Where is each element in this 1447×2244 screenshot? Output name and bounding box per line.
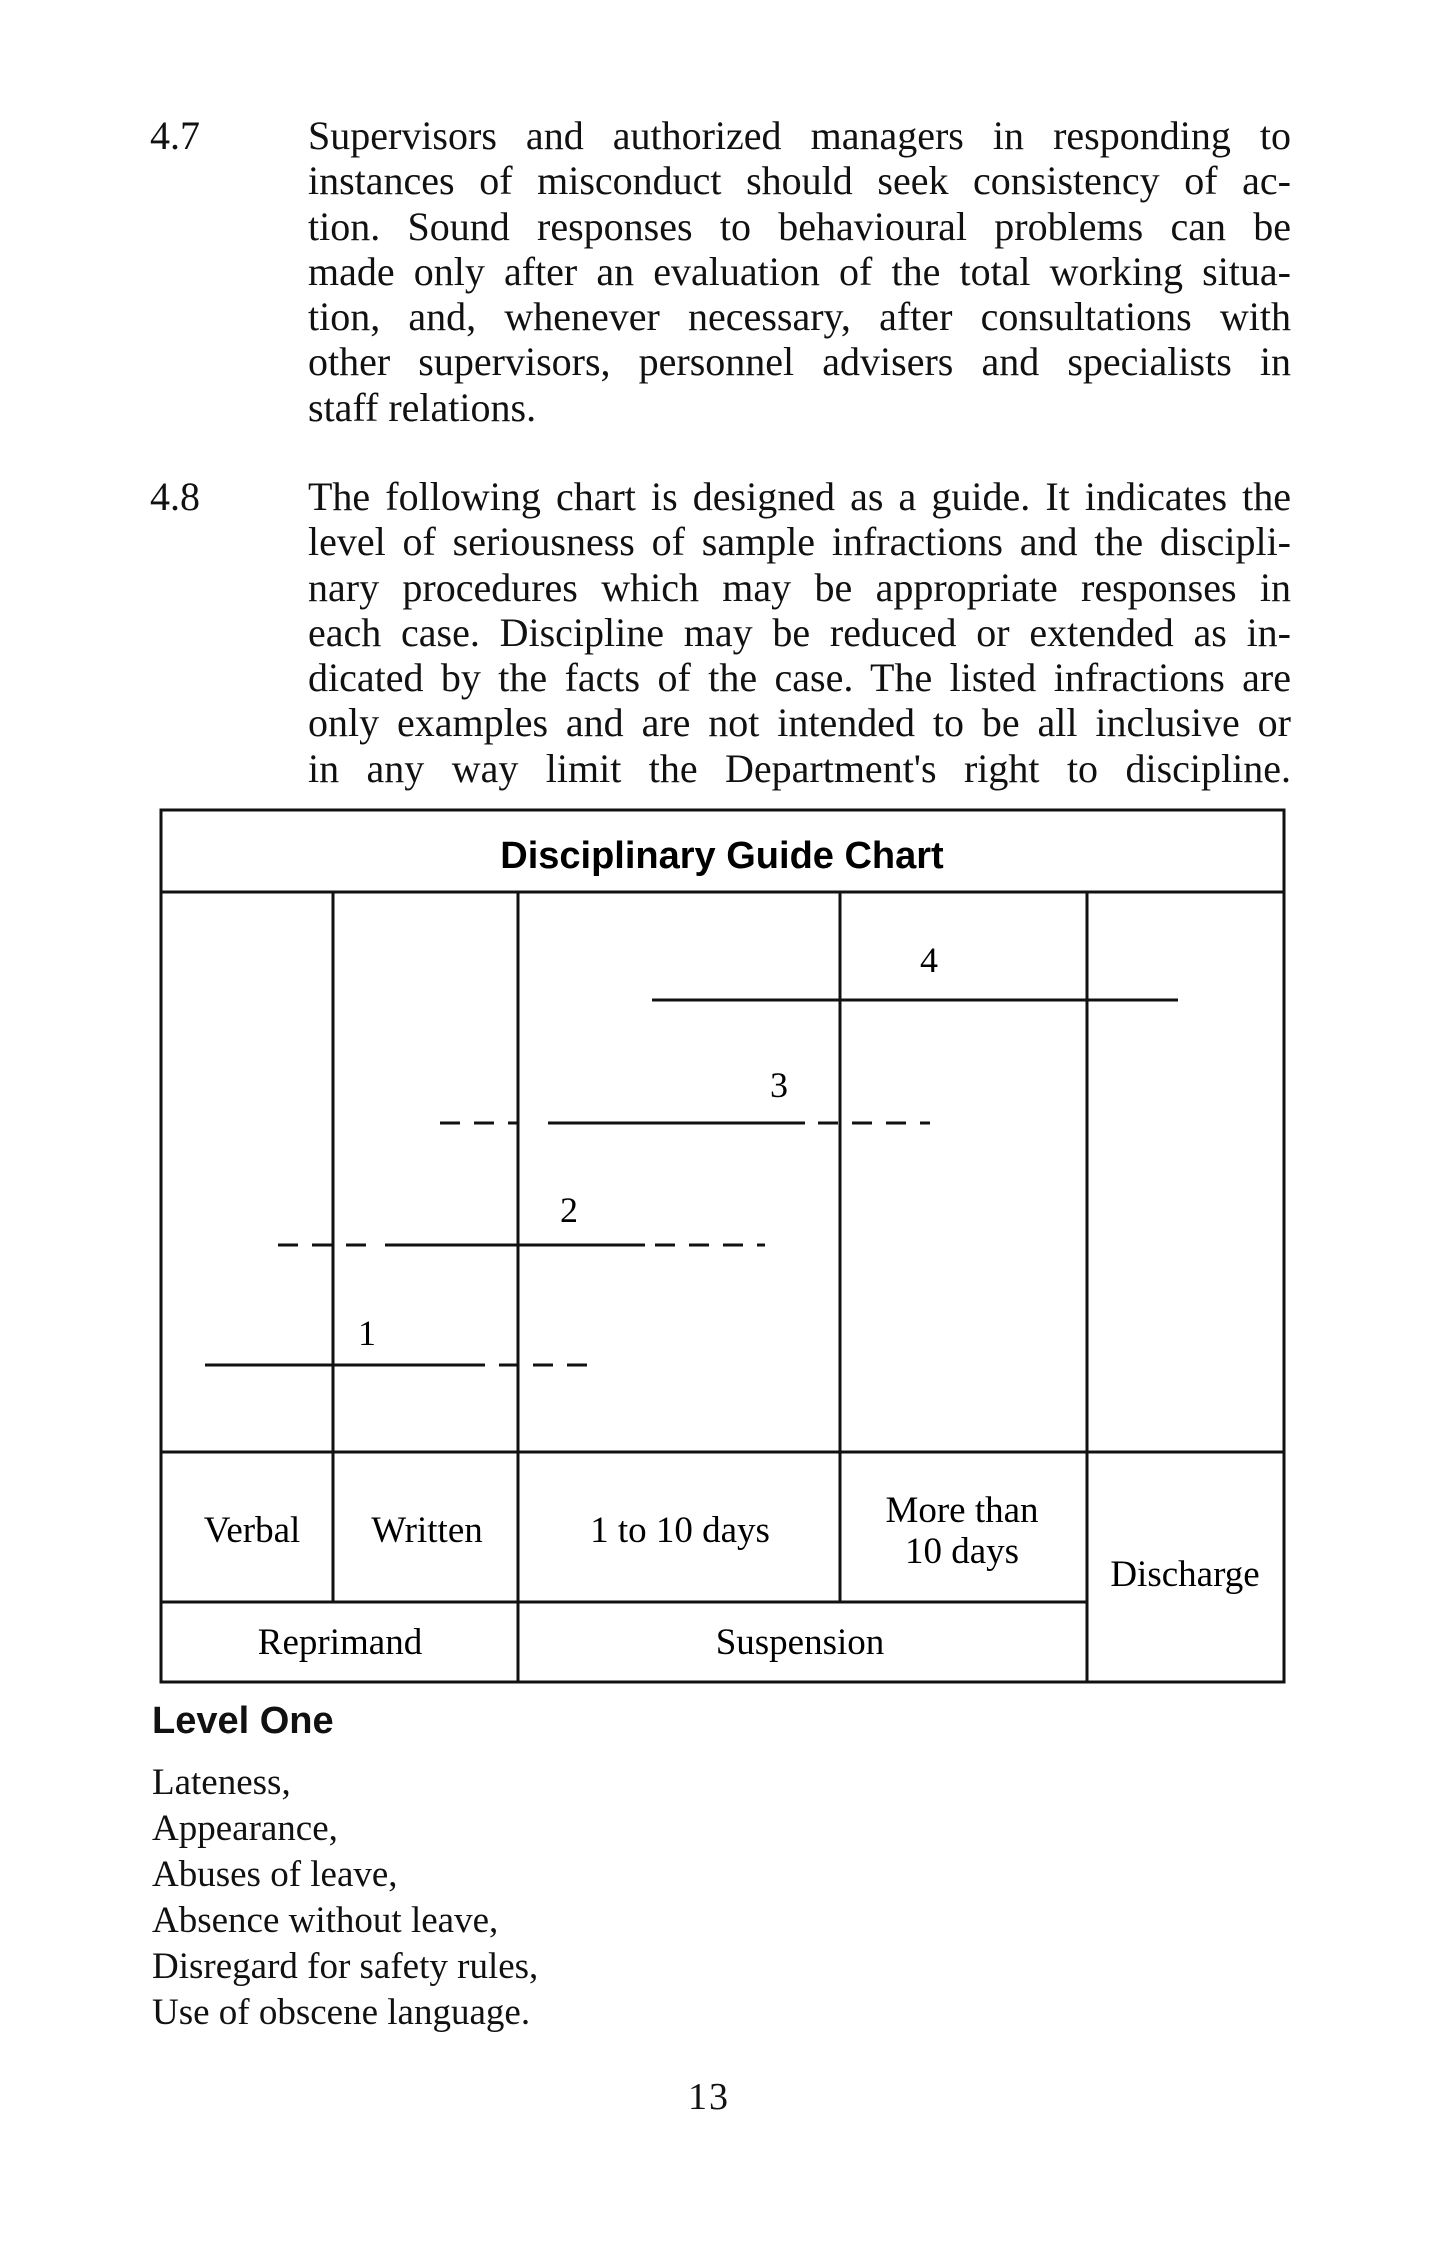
level-label: 1 — [358, 1313, 376, 1353]
text-line: in any way limit the Department's right to discipline. — [308, 745, 1291, 791]
list-item: Appearance, — [152, 1808, 338, 1849]
group-label-suspension: Suspension — [715, 1622, 885, 1663]
list-item: Use of obscene language. — [152, 1992, 531, 2033]
level-label: 3 — [770, 1065, 788, 1105]
text-line: Supervisors and authorized managers in responding to — [308, 113, 1291, 158]
section-number: 4.7 — [150, 113, 200, 158]
text-line: only examples and are not intended to be all inclusive or — [308, 700, 1291, 746]
text-line: staff relations. — [308, 384, 537, 430]
text-line: nary procedures which may be appropriate responses in — [308, 564, 1291, 610]
column-label-1-to-10-days: 1 to 10 days — [590, 1510, 770, 1551]
text-line: level of seriousness of sample infractions and the discipli- — [308, 519, 1291, 565]
list-item: Disregard for safety rules, — [152, 1946, 539, 1987]
text-line: other supervisors, personnel advisers and specialists in — [308, 339, 1291, 385]
text-line: instances of misconduct should seek consistency of ac- — [308, 158, 1291, 204]
page-number: 13 — [688, 2076, 730, 2118]
text-line: The following chart is designed as a guide. It indicates the — [308, 474, 1291, 519]
level-one-list — [152, 1760, 538, 2036]
text-line: dicated by the facts of the case. The listed infractions are — [308, 655, 1291, 701]
group-label-reprimand: Reprimand — [257, 1622, 423, 1663]
text-line: each case. Discipline may be reduced or extended as in- — [308, 609, 1291, 655]
list-item: Absence without leave, — [152, 1900, 499, 1941]
column-label-discharge: Discharge — [1110, 1554, 1260, 1595]
text-line: tion, and, whenever necessary, after consultations with — [308, 294, 1291, 340]
chart-title: Disciplinary Guide Chart — [500, 835, 944, 877]
list-item: Lateness, — [152, 1762, 291, 1803]
text-line: made only after an evaluation of the total working situa- — [308, 248, 1291, 294]
level-label: 4 — [920, 940, 938, 980]
column-label-more-than: More than — [885, 1490, 1039, 1531]
section-number: 4.8 — [150, 474, 200, 519]
text-line: tion. Sound responses to behavioural problems can be — [308, 203, 1291, 249]
level-label: 2 — [560, 1190, 578, 1230]
column-label-10-days: 10 days — [904, 1531, 1020, 1572]
column-label-verbal: Verbal — [203, 1510, 301, 1551]
list-item: Abuses of leave, — [152, 1854, 398, 1895]
column-label-written: Written — [371, 1510, 483, 1551]
level-one-heading: Level One — [152, 1700, 334, 1742]
